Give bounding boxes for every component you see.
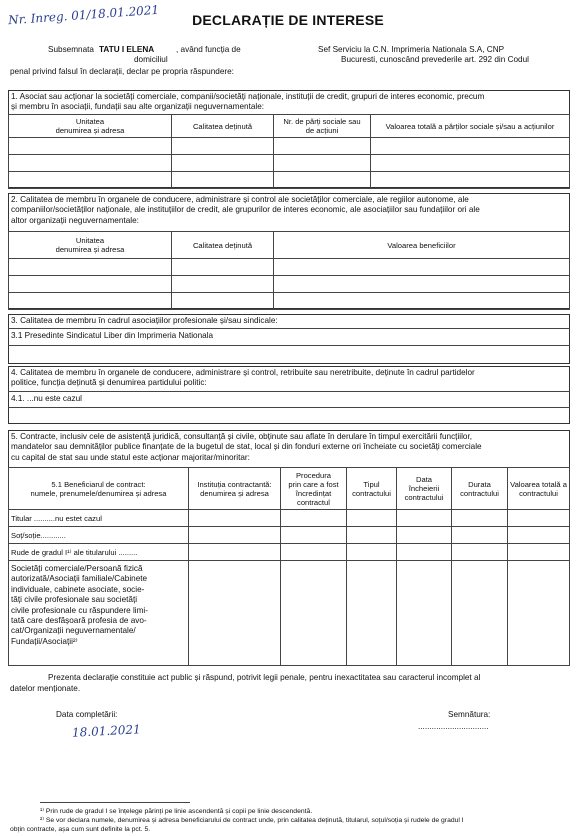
date-value: 18.01.2021 [71, 722, 142, 740]
s5-col-procedura: Procedura prin care a fost încredințat contractul [281, 468, 347, 510]
intro-avand: , având funcția de [176, 45, 241, 54]
s5-col-data: Data încheierii contractului [397, 468, 452, 510]
signature-label: Semnătura: [448, 710, 491, 719]
divider [8, 345, 570, 346]
section-5-heading-line2: mandatelor sau demnităților publice finanțate de la bugetul de stat, local și din fonduri externe ori încheiate cu societăți comerciale [11, 442, 482, 452]
table-row [9, 544, 570, 561]
intro-domiciliul: domiciliul [134, 55, 168, 64]
section-1-table [8, 114, 570, 189]
registration-note: Nr. Inreg. 01/18.01.2021 [7, 2, 160, 28]
section-4-heading-line2: politice, funcția deținută și denumirea partidului politic: [11, 378, 207, 388]
s2-col-valoarea: Valoarea beneficiilor [274, 232, 570, 259]
s5-col-durata: Durata contractului [452, 468, 508, 510]
footnote-2-cont: obțin contracte, așa cum sunt definite la pct. 5. [10, 826, 151, 833]
table-row [9, 259, 570, 276]
section-5-heading-line1: 5. Contracte, inclusiv cele de asistență juridică, consultanță și civile, obținute sau aflate în derulare în timpul exercitării funcțiilor, [11, 432, 473, 441]
section-1-heading [11, 92, 568, 113]
section-4-heading [11, 368, 568, 389]
section-1-heading-line1: 1. Asociat sau acționar la societăți comerciale, companii/societăți naționale, instituții de credit, grupuri de interes economic, precum [11, 92, 485, 101]
signature-line: ............................... [418, 722, 489, 731]
table-row [9, 276, 570, 293]
s1-col-valoarea: Valoarea totală a părților sociale și/sau a acțiunilor [371, 115, 570, 138]
intro-subsemnata: Subsemnata [48, 45, 94, 54]
closing-line-1: Prezenta declarație constituie act public și răspund, potrivit legii penale, pentru inexactitatea sau caracterul incomplet al [48, 673, 481, 682]
s5-row-rude: Rude de gradul I¹⁾ ale titularului ......... [9, 544, 189, 561]
section-3-heading: 3. Calitatea de membru în cadrul asociațiilor profesionale și/sau sindicale: [11, 316, 278, 325]
closing-line-2: datelor menționate. [10, 684, 81, 693]
s5-col-institutia: Instituția contractantă: denumirea și adresa [189, 468, 281, 510]
section-2-heading-line3: altor organizații neguvernamentale: [11, 215, 139, 225]
table-row [9, 561, 570, 666]
s1-col-calitatea: Calitatea deținută [172, 115, 274, 138]
s5-row-sot: Soț/soție............ [9, 527, 189, 544]
table-row [9, 293, 570, 310]
divider [8, 407, 570, 408]
s2-col-calitatea: Calitatea deținută [172, 232, 274, 259]
divider [8, 328, 570, 329]
section-2-table [8, 231, 570, 310]
section-2-heading-line1: 2. Calitatea de membru în organele de conducere, administrare și control ale societăților comerciale, ale regiilor autonome, ale [11, 195, 469, 204]
s5-col-valoarea: Valoarea totală a contractului [508, 468, 570, 510]
divider [8, 391, 570, 392]
section-4-row-1: 4.1. ...nu este cazul [11, 394, 83, 403]
s5-row-societati: Societăți comerciale/Persoană fizică autorizată/Asociații familiale/Cabinete individuale, cabinete asociate, socie- tăți civile profesionale sau societăți civile profesionale cu răspundere limi- tată care desfășoară profesia de avo- cat/Organizații neguvernamentale/ Fundații/Asociații²⁾ [9, 561, 189, 666]
section-2-heading [11, 195, 568, 226]
section-3-row-1: 3.1 Presedinte Sindicatul Liber din Imprimeria Nationala [11, 331, 214, 340]
section-1-heading-line2: și membru în asociații, fundații sau alte organizații neguvernamentale: [11, 102, 265, 112]
table-row [9, 138, 570, 155]
declarant-name: TATU I ELENA [99, 45, 155, 54]
s1-col-unitatea: Unitatea denumirea și adresa [9, 115, 172, 138]
table-row [9, 155, 570, 172]
s2-col-unitatea: Unitatea denumirea și adresa [9, 232, 172, 259]
section-5-heading [11, 432, 568, 463]
intro-line3: penal privind falsul în declarații, declar pe propria răspundere: [10, 67, 234, 76]
s5-row-titular: Titular ..........nu estet cazul [9, 510, 189, 527]
s5-col-beneficiar: 5.1 Beneficiarul de contract: numele, prenumele/denumirea și adresa [9, 468, 189, 510]
footnote-2: ²⁾ Se vor declara numele, denumirea și adresa beneficiarului de contract unde, prin calitatea deținută, titularul, soțul/soția și rudele de gradul I [40, 817, 464, 824]
table-row [9, 172, 570, 189]
table-row [9, 510, 570, 527]
declarant-function: Sef Serviciu la C.N. Imprimeria Nationala S.A, CNP [318, 45, 505, 54]
footnote-divider [40, 802, 190, 803]
table-row [9, 527, 570, 544]
declarant-city: Bucuresti, cunoscând prevederile art. 292 din Codul [341, 55, 529, 64]
section-4-heading-line1: 4. Calitatea de membru în organele de conducere, administrare și control, retribuite sau neretribuite, deținute în cadrul partidelor [11, 368, 475, 377]
section-5-table [8, 467, 570, 666]
section-5-heading-line3: cu capital de stat sau unde statul este acționar majoritar/minoritar: [11, 452, 250, 462]
page-title: DECLARAȚIE DE INTERESE [192, 12, 384, 28]
date-label: Data completării: [56, 710, 118, 719]
footnote-1: ¹⁾ Prin rude de gradul I se înțelege părinți pe linie ascendentă și copii pe linie descendentă. [40, 808, 313, 815]
s1-col-parti: Nr. de părți sociale sau de acțiuni [274, 115, 371, 138]
section-2-heading-line2: companiilor/societăților naționale, ale instituțiilor de credit, ale grupurilor de interes economic, ale asociațiilor sau fundațiilor ori ale [11, 205, 480, 215]
s5-col-tipul: Tipul contractului [347, 468, 397, 510]
